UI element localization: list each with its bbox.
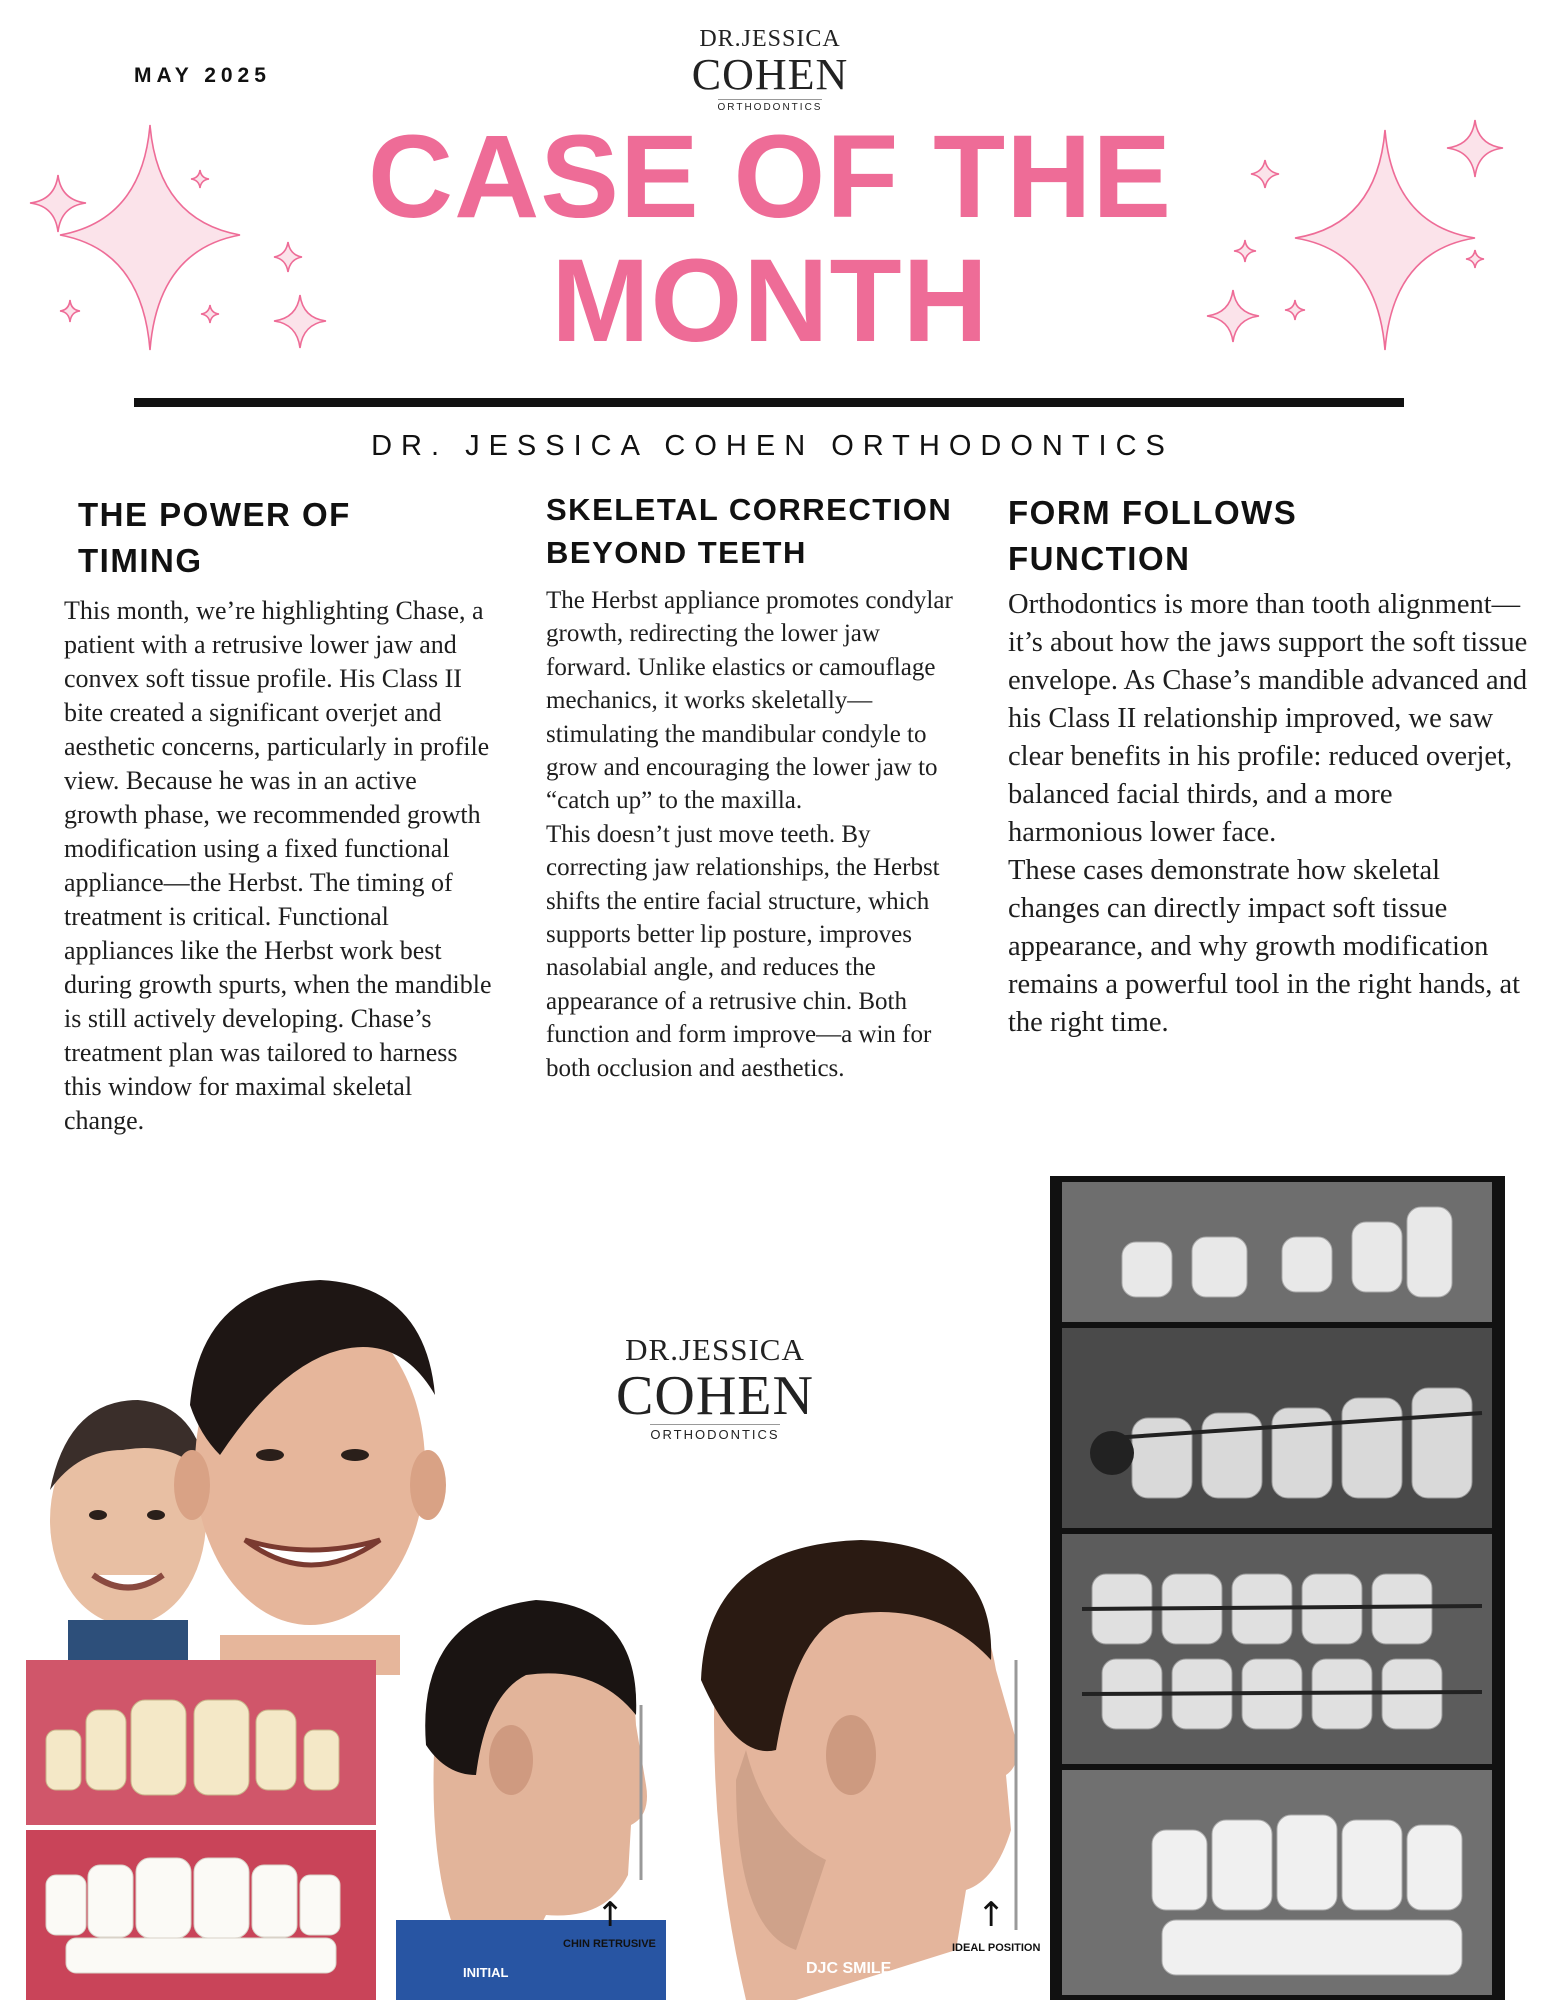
logo-line3: ORTHODONTICS bbox=[718, 99, 823, 113]
sparkle-large-right bbox=[1295, 130, 1475, 350]
title-line2: MONTH bbox=[551, 235, 989, 367]
paragraph: These cases demonstrate how skeletal changes can directly impact soft tissue appearance, and why growth modification remains a powerful tool in the right hands, at the right time. bbox=[1008, 855, 1521, 1038]
intraoral-gray-photo-3 bbox=[1062, 1534, 1492, 1764]
heading-line2: BEYOND TEETH bbox=[546, 535, 807, 570]
subtitle: DR. JESSICA COHEN ORTHODONTICS bbox=[371, 430, 1174, 462]
heading-line1: SKELETAL CORRECTION bbox=[546, 492, 953, 527]
heading-function bbox=[1008, 490, 1528, 582]
heading-line2: TIMING bbox=[78, 542, 203, 579]
intraoral-gray-photo-2 bbox=[1062, 1328, 1492, 1528]
heading-line1: FORM FOLLOWS bbox=[1008, 494, 1298, 531]
sparkle-small bbox=[1447, 120, 1503, 177]
logo-line1: DR.JESSICA bbox=[625, 1332, 805, 1367]
paragraph: The Herbst appliance promotes condylar growth, redirecting the lower jaw forward. Unlike elastics or camouflage mechanics, it works skeletally—stimulating the mandibular condyle to grow and encouraging the lower jaw to “catch up” to the maxilla. bbox=[546, 587, 953, 815]
logo-line2: COHEN bbox=[616, 1365, 814, 1427]
column-function bbox=[1008, 490, 1528, 1042]
sparkle-tiny bbox=[1466, 250, 1484, 268]
sparkle-tiny bbox=[60, 300, 80, 322]
caption-ideal-position: IDEAL POSITION bbox=[952, 1942, 1041, 1954]
column-timing bbox=[64, 492, 494, 1138]
sparkle-small bbox=[30, 175, 86, 232]
sparkle-tiny bbox=[201, 305, 219, 323]
sparkle-tiny bbox=[191, 170, 209, 188]
intraoral-before-photo bbox=[26, 1660, 376, 1825]
caption-chin-retrusive: CHIN RETRUSIVE bbox=[563, 1938, 656, 1950]
logo-line3: ORTHODONTICS bbox=[650, 1424, 779, 1442]
center-logo bbox=[600, 1332, 830, 1444]
paragraph: This month, we’re highlighting Chase, a patient with a retrusive lower jaw and convex soft tissue profile. His Class II bite created a significant overjet and aesthetic concerns, particularly in profile view. Because he was in an active growth phase, we recommended growth modification using a fixed functional appliance—the Herbst. The timing of treatment is critical. Functional appliances like the Herbst work best during growth spurts, when the mandible is still actively developing. Chase’s treatment plan was tailored to harness this window for maximal skeletal change. bbox=[64, 596, 492, 1135]
profile-initial-photo bbox=[396, 1575, 666, 2000]
issue-date: MAY 2025 bbox=[134, 64, 271, 87]
top-logo bbox=[680, 26, 860, 115]
heading-timing bbox=[64, 492, 494, 584]
caption-djc-smile: DJC SMILE bbox=[806, 1960, 892, 1977]
heading-line2: FUNCTION bbox=[1008, 540, 1191, 577]
logo-line1: DR.JESSICA bbox=[699, 26, 841, 52]
intraoral-gray-photo-4 bbox=[1062, 1770, 1492, 1995]
heading-line1: THE POWER OF bbox=[78, 496, 351, 533]
logo-line2: COHEN bbox=[691, 50, 849, 99]
intraoral-after-photo bbox=[26, 1830, 376, 2000]
arrow-up-icon: ↑ bbox=[596, 1895, 625, 1935]
intraoral-gray-photo-1 bbox=[1062, 1182, 1492, 1322]
paragraph: Orthodontics is more than tooth alignment—it’s about how the jaws support the soft tissue envelope. As Chase’s mandible advanced and his Class II relationship improved, we saw clear benefits in his profile: reduced overjet, balanced facial thirds, and a more harmonious lower face. bbox=[1008, 589, 1528, 848]
column-skeletal bbox=[546, 488, 971, 1085]
heading-skeletal bbox=[546, 488, 971, 574]
paragraph: This doesn’t just move teeth. By correcting jaw relationships, the Herbst shifts the entire facial structure, which supports better lip posture, improves nasolabial angle, and reduces the appearance of a retrusive chin. Both function and form improve—a win for both occlusion and aesthetics. bbox=[546, 820, 940, 1082]
divider-rule bbox=[134, 398, 1404, 407]
caption-initial: INITIAL bbox=[463, 1965, 509, 1980]
intraoral-progress-strip bbox=[1050, 1176, 1505, 2000]
arrow-up-icon: ↑ bbox=[977, 1895, 1006, 1935]
title-line1: CASE OF THE bbox=[367, 111, 1173, 243]
